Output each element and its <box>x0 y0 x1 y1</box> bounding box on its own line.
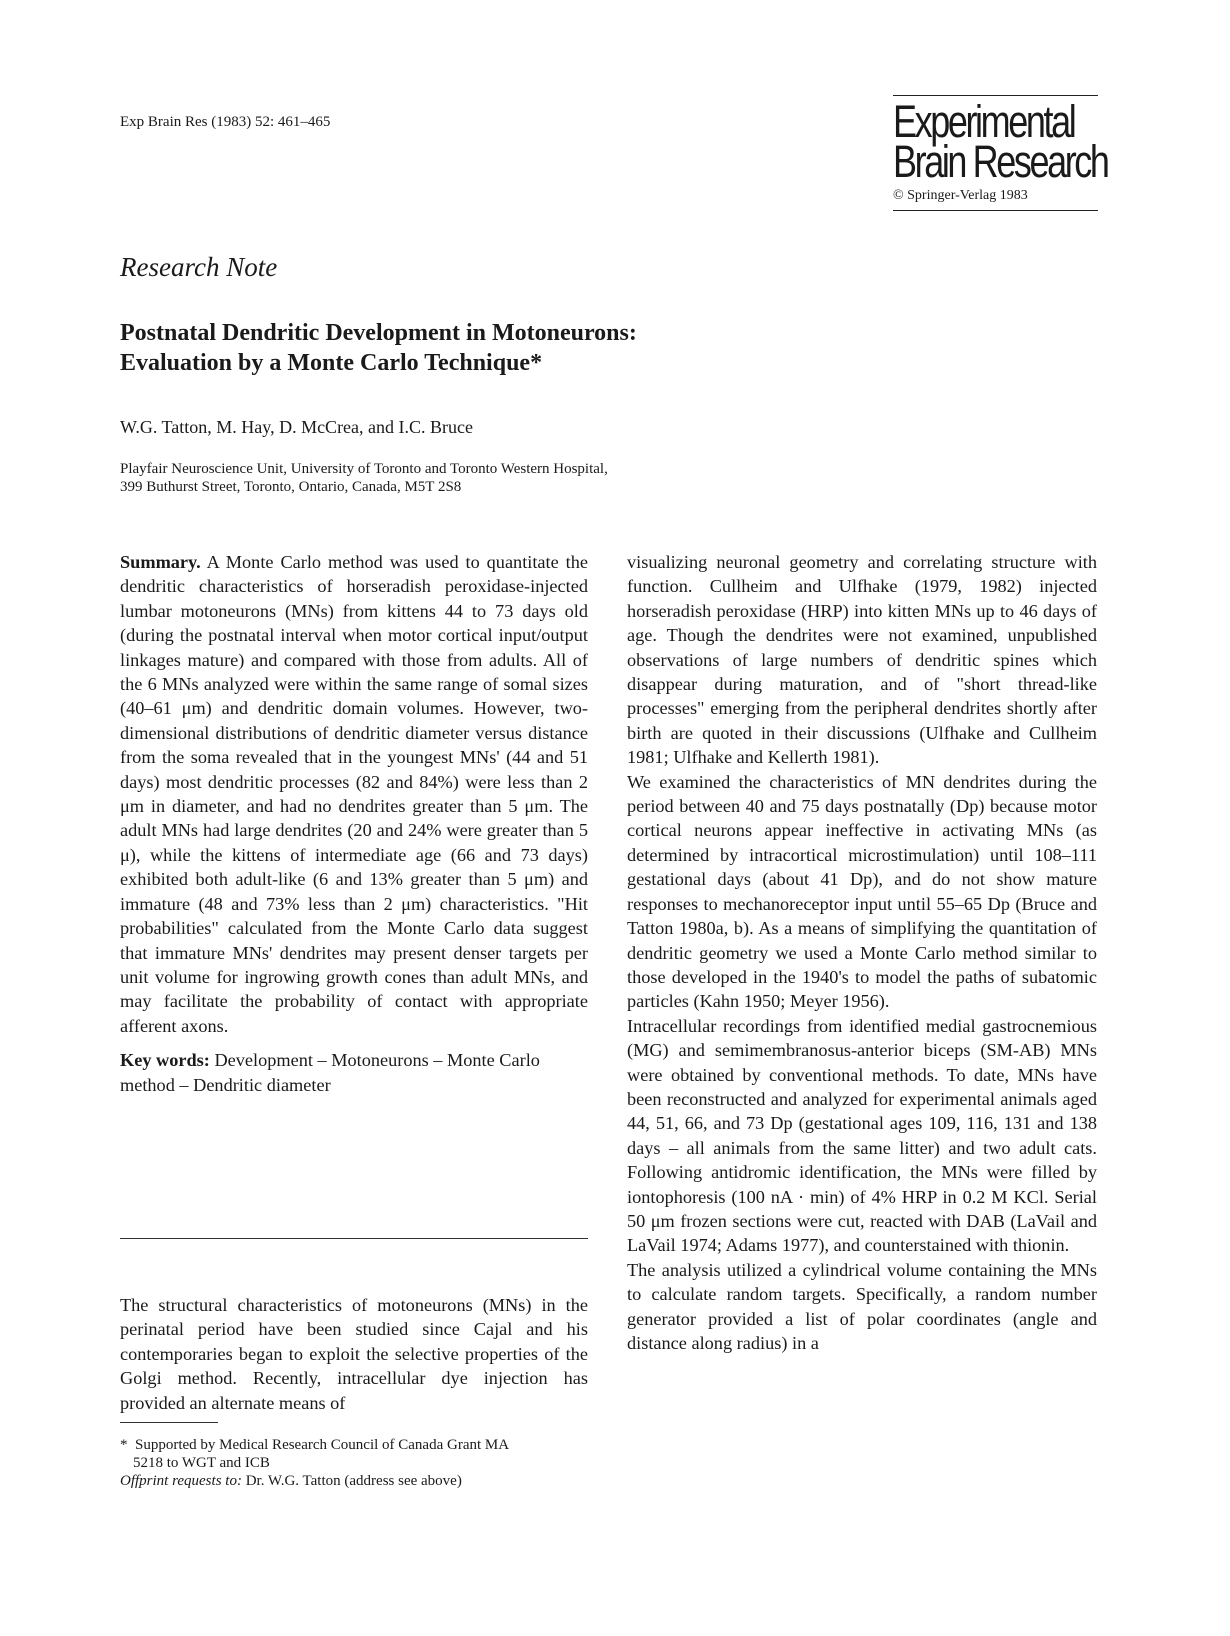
intro-paragraph <box>120 1293 588 1415</box>
keywords-paragraph <box>120 1048 588 1097</box>
journal-citation: Exp Brain Res (1983) 52: 461–465 <box>120 114 331 130</box>
journal-masthead <box>893 95 1108 211</box>
footnotes <box>120 1436 590 1490</box>
section-divider <box>120 1238 588 1239</box>
copyright-notice: © Springer-Verlag 1983 <box>893 188 1028 203</box>
support-line-1: Supported by Medical Research Council of Canada Grant MA <box>135 1437 510 1453</box>
offprint-text: Dr. W.G. Tatton (address see above) <box>245 1473 462 1489</box>
article-title <box>120 318 820 378</box>
title-line-2: Evaluation by a Monte Carlo Technique* <box>120 350 543 376</box>
left-column <box>120 550 588 1097</box>
offprint-label: Offprint requests to: <box>120 1473 242 1489</box>
affiliation-line-1: Playfair Neuroscience Unit, University of Toronto and Toronto Western Hospital, <box>120 461 608 477</box>
intro-text: The structural characteristics of motoneurons (MNs) in the perinatal period have been studied since Cajal and his contemporaries began to exploit the selective properties of the Golgi method. Recently, intracellular dye injection has provided an alternate means of <box>120 1295 588 1413</box>
footnote-star: * <box>120 1437 128 1453</box>
right-paragraph-3: Intracellular recordings from identified medial gastrocnemious (MG) and semimembranosus-anterior biceps (SM-AB) MNs were obtained by conventional methods. To date, MNs have been reconstructed and analyzed for experimental animals aged 44, 51, 66, and 73 Dp (gestational ages 109, 116, 131 and 138 days – all animals from the same litter) and two adult cats. Following antidromic identification, the MNs were filled by iontophoresis (100 nA · min) of 4% HRP in 0.2 M KCl. Serial 50 μm frozen sections were cut, reacted with DAB (LaVail and LaVail 1974; Adams 1977), and counterstained with thionin. <box>627 1015 1097 1256</box>
support-footnote <box>120 1436 590 1454</box>
journal-logo-line1: Experimental <box>893 96 1075 147</box>
footnote-rule <box>120 1422 218 1423</box>
right-paragraph-2: We examined the characteristics of MN dendrites during the period between 40 and 75 days postnatally (Dp) because motor cortical neurons appear ineffective in activating MNs (as determined by intracortical microstimulation) until 108–111 gestational days (about 41 Dp), and do not show mature responses to mechanoreceptor input until 55–65 Dp (Bruce and Tatton 1980a, b). As a means of simplifying the quantitation of dendritic geometry we used a Monte Carlo method similar to those developed in the 1940's to model the paths of subatomic particles (Kahn 1950; Meyer 1956). <box>627 771 1097 1012</box>
author-list: W.G. Tatton, M. Hay, D. McCrea, and I.C. Bruce <box>120 417 474 437</box>
journal-logo <box>893 96 1108 187</box>
keywords-label: Key words: <box>120 1050 210 1071</box>
article-type: Research Note <box>120 252 278 282</box>
right-paragraph-1: visualizing neuronal geometry and correlating structure with function. Cullheim and Ulfhake (1979, 1982) injected horseradish peroxidase (HRP) into kitten MNs up to 46 days of age. Though the dendrites were not examined, unpublished observations of large numbers of dendritic spines which disappear during maturation, and of "short thread-like processes" emerging from the peripheral dendrites shortly after birth are quoted in their discussions (Ulfhake and Cullheim 1981; Ulfhake and Kellerth 1981). <box>627 552 1097 768</box>
journal-logo-line2: Brain Research <box>893 136 1108 187</box>
right-paragraph-4: The analysis utilized a cylindrical volume containing the MNs to calculate random targets. Specifically, a random number generator provided a list of polar coordinates (angle and distance along radius) in a <box>627 1259 1097 1353</box>
masthead-bottom-rule <box>893 210 1098 211</box>
summary-label: Summary. <box>120 552 201 572</box>
summary-paragraph <box>120 550 588 1038</box>
keywords-text: Development – Motoneurons – Monte Carlo method – Dendritic diameter <box>120 1050 540 1095</box>
affiliation <box>120 460 608 496</box>
affiliation-line-2: 399 Buthurst Street, Toronto, Ontario, Canada, M5T 2S8 <box>120 479 462 495</box>
offprint-footnote <box>120 1472 590 1490</box>
summary-text: A Monte Carlo method was used to quantitate the dendritic characteristics of horseradish peroxidase-injected lumbar motoneurons (MNs) from kittens 44 to 73 days old (during the postnatal interval when motor cortical input/output linkages mature) and compared with those from adults. All of the 6 MNs analyzed were within the same range of somal sizes (40–61 μm) and dendritic domain volumes. However, two-dimensional distributions of dendritic diameter versus distance from the soma revealed that in the youngest MNs' (44 and 51 days) most dendritic processes (82 and 84%) were less than 2 μm in diameter, and had no dendrites greater than 5 μm. The adult MNs had large dendrites (20 and 24% were greater than 5 μ), while the kittens of intermediate age (66 and 73 days) exhibited both adult-like (6 and 13% greater than 5 μm) and immature (48 and 73% less than 2 μm) characteristics. "Hit probabilities" calculated from the Monte Carlo data suggest that immature MNs' dendrites may present denser targets per unit volume for ingrowing growth cones than adult MNs, and may facilitate the probability of contact with appropriate afferent axons. <box>120 552 589 1036</box>
support-line-2: 5218 to WGT and ICB <box>133 1455 270 1471</box>
title-line-1: Postnatal Dendritic Development in Motoneurons: <box>120 320 637 346</box>
right-column <box>627 550 1097 1355</box>
